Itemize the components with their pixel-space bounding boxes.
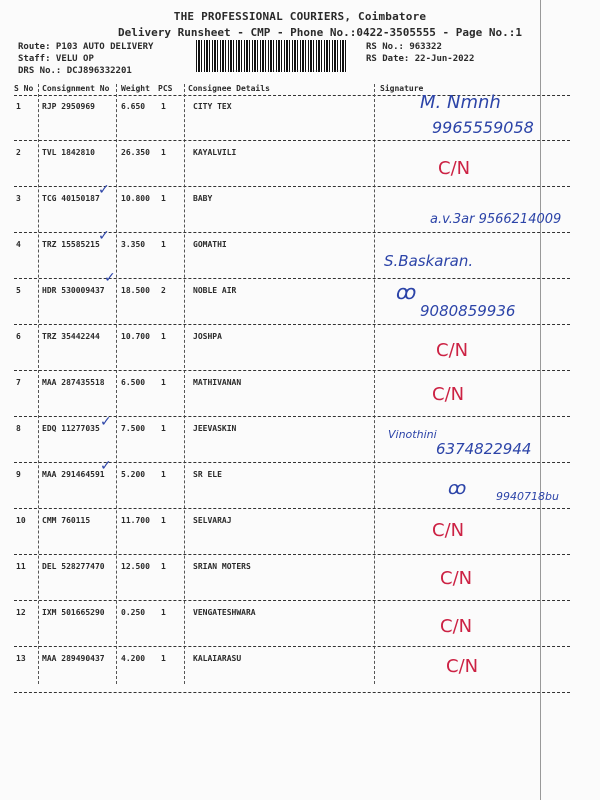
row-sno: 1	[16, 102, 21, 111]
row-consignee: MATHIVANAN	[193, 378, 242, 387]
row-sno: 8	[16, 424, 21, 433]
row-weight: 3.350	[121, 240, 146, 249]
col-weight: Weight	[121, 84, 150, 93]
row-pcs: 1	[161, 148, 166, 157]
col-consignee: Consignee Details	[188, 84, 270, 93]
row-divider	[14, 140, 570, 141]
row-pcs: 1	[161, 240, 166, 249]
col-consignment: Consignment No	[42, 84, 110, 93]
cn-mark: C/N	[438, 158, 471, 179]
row-consignment: MAA 287435518	[42, 378, 105, 387]
row-consignment: MAA 291464591	[42, 470, 105, 479]
cn-mark: C/N	[432, 384, 465, 405]
row-pcs: 1	[161, 194, 166, 203]
row-pcs: 1	[161, 562, 166, 571]
check-icon: ✓	[98, 228, 110, 244]
handwritten-note: a.v.3ar 9566214009	[430, 212, 562, 227]
row-divider	[14, 508, 570, 509]
row-consignment: TVL 1842810	[42, 148, 95, 157]
row-consignment: MAA 289490437	[42, 654, 105, 663]
row-pcs: 1	[161, 378, 166, 387]
row-consignee: SRIAN MOTERS	[193, 562, 251, 571]
cn-mark: C/N	[440, 568, 473, 589]
row-sno: 2	[16, 148, 21, 157]
row-sno: 9	[16, 470, 21, 479]
runsheet-subtitle: Delivery Runsheet - CMP - Phone No.:0422-3505555 - Page No.:1	[118, 26, 522, 39]
row-weight: 5.200	[121, 470, 146, 479]
row-consignment: HDR 530009437	[42, 286, 105, 295]
row-pcs: 1	[161, 424, 166, 433]
row-pcs: 1	[161, 654, 166, 663]
cn-mark: C/N	[436, 340, 469, 361]
col-divider	[374, 84, 375, 684]
row-pcs: 1	[161, 470, 166, 479]
row-consignment: EDQ 11277035	[42, 424, 100, 433]
row-weight: 26.350	[121, 148, 150, 157]
check-icon: ✓	[98, 182, 110, 198]
rs-date: RS Date: 22-Jun-2022	[366, 54, 475, 64]
row-sno: 3	[16, 194, 21, 203]
row-consignment: TRZ 35442244	[42, 332, 100, 341]
row-pcs: 1	[161, 516, 166, 525]
handwritten-signature: M. Nmnh	[420, 92, 501, 113]
row-divider	[14, 692, 570, 693]
scribble-icon: ꝏ	[448, 478, 467, 499]
row-consignment: RJP 2950969	[42, 102, 95, 111]
col-sno: S No	[14, 84, 34, 93]
row-pcs: 1	[161, 102, 166, 111]
handwritten-signature: Vinothini	[388, 428, 437, 441]
row-divider	[14, 554, 570, 555]
row-pcs: 1	[161, 608, 166, 617]
barcode	[196, 40, 348, 72]
row-consignee: BABY	[193, 194, 213, 203]
handwritten-signature: S.Baskaran.	[384, 252, 474, 270]
handwritten-phone: 9940718bu	[496, 490, 559, 503]
row-sno: 7	[16, 378, 21, 387]
col-pcs: PCS	[158, 84, 173, 93]
col-signature: Signature	[380, 84, 424, 93]
row-consignee: VENGATESHWARA	[193, 608, 256, 617]
row-consignee: CITY TEX	[193, 102, 232, 111]
row-consignee: GOMATHI	[193, 240, 227, 249]
scribble-icon: ꝏ	[396, 280, 417, 304]
row-weight: 6.650	[121, 102, 146, 111]
handwritten-phone: 9080859936	[420, 302, 516, 320]
cn-mark: C/N	[446, 656, 479, 677]
row-divider	[14, 462, 570, 463]
row-consignee: KAYALVILI	[193, 148, 237, 157]
company-title: THE PROFESSIONAL COURIERS, Coimbatore	[173, 10, 427, 23]
rs-number: RS No.: 963322	[366, 42, 442, 52]
check-icon: ✓	[100, 458, 112, 474]
cn-mark: C/N	[432, 520, 465, 541]
col-divider	[38, 84, 39, 684]
row-consignee: NOBLE AIR	[193, 286, 237, 295]
row-consignee: JEEVASKIN	[193, 424, 237, 433]
row-pcs: 2	[161, 286, 166, 295]
row-consignment: TCG 40150187	[42, 194, 100, 203]
row-consignment: IXM 501665290	[42, 608, 105, 617]
row-consignment: TRZ 15585215	[42, 240, 100, 249]
row-sno: 4	[16, 240, 21, 249]
row-weight: 6.500	[121, 378, 146, 387]
row-sno: 11	[16, 562, 26, 571]
row-sno: 10	[16, 516, 26, 525]
row-divider	[14, 646, 570, 647]
row-weight: 10.800	[121, 194, 150, 203]
row-consignee: SELVARAJ	[193, 516, 232, 525]
row-weight: 0.250	[121, 608, 146, 617]
row-sno: 13	[16, 654, 26, 663]
row-pcs: 1	[161, 332, 166, 341]
row-consignee: JOSHPA	[193, 332, 222, 341]
row-weight: 7.500	[121, 424, 146, 433]
row-sno: 6	[16, 332, 21, 341]
check-icon: ✓	[104, 270, 116, 286]
row-weight: 4.200	[121, 654, 146, 663]
row-weight: 18.500	[121, 286, 150, 295]
row-weight: 10.700	[121, 332, 150, 341]
check-icon: ✓	[100, 414, 112, 430]
drs-label: DRS No.: DCJ896332201	[18, 66, 132, 76]
handwritten-phone: 9965559058	[432, 118, 534, 137]
row-sno: 5	[16, 286, 21, 295]
row-consignee: KALAIARASU	[193, 654, 242, 663]
row-divider	[14, 416, 570, 417]
col-divider	[116, 84, 117, 684]
route-label: Route: P103 AUTO DELIVERY	[18, 42, 154, 52]
cn-mark: C/N	[440, 616, 473, 637]
row-divider	[14, 278, 570, 279]
page-edge	[540, 0, 541, 800]
col-divider	[184, 84, 185, 684]
row-divider	[14, 370, 570, 371]
row-weight: 11.700	[121, 516, 150, 525]
row-consignee: SR ELE	[193, 470, 222, 479]
staff-label: Staff: VELU OP	[18, 54, 94, 64]
row-weight: 12.500	[121, 562, 150, 571]
row-sno: 12	[16, 608, 26, 617]
row-consignment: CMM 760115	[42, 516, 91, 525]
row-divider	[14, 600, 570, 601]
row-divider	[14, 324, 570, 325]
row-consignment: DEL 528277470	[42, 562, 105, 571]
handwritten-phone: 6374822944	[436, 440, 532, 458]
